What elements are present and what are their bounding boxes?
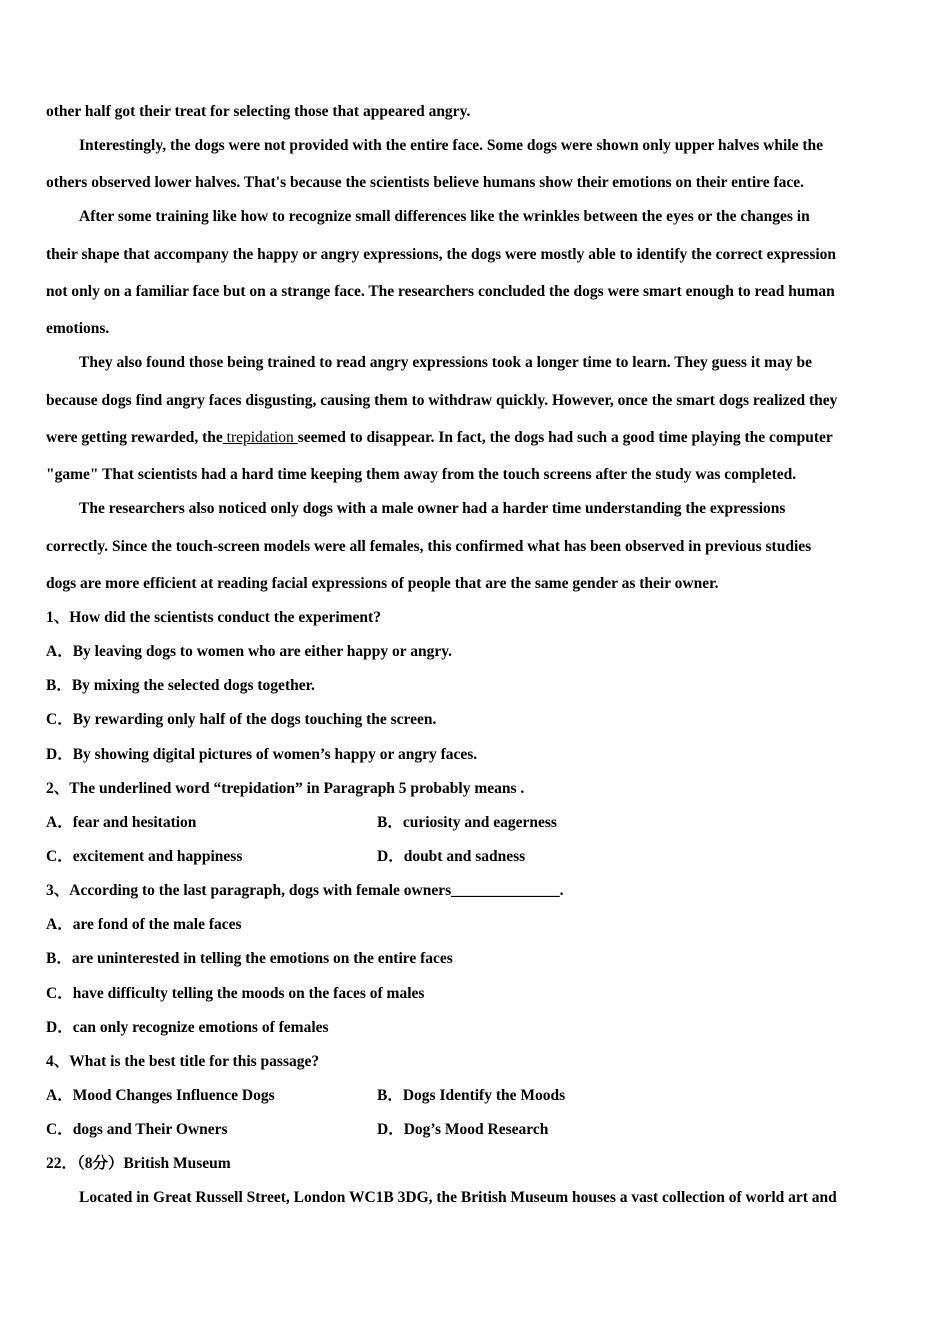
q3-option-b: B．are uninterested in telling the emotions on the entire faces	[46, 950, 453, 967]
q1-option-a: A．By leaving dogs to women who are either happy or angry.	[46, 643, 453, 660]
q4-option-c: C．dogs and Their Owners	[46, 1121, 228, 1138]
q3-option-c: C．have difficulty telling the moods on the faces of males	[46, 985, 425, 1002]
q1-option-d: D．By showing digital pictures of women’s happy or angry faces.	[46, 746, 478, 763]
passage-line: The researchers also noticed only dogs with a male owner had a harder time understanding the expressions	[79, 500, 786, 517]
q4-option-a: A．Mood Changes Influence Dogs	[46, 1087, 275, 1104]
question-3: 3、According to the last paragraph, dogs with female owners______________.	[46, 882, 564, 899]
q2-option-d: D．doubt and sadness	[377, 848, 526, 865]
q4-option-d: D．Dog’s Mood Research	[377, 1121, 549, 1138]
q1-option-c: C．By rewarding only half of the dogs touching the screen.	[46, 711, 437, 728]
passage-line	[46, 428, 833, 448]
text-run: seemed to disappear. In fact, the dogs had such a good time playing the computer	[297, 429, 833, 446]
passage-line: correctly. Since the touch-screen models were all females, this confirmed what has been observed in previous studies	[46, 538, 812, 555]
text-run: were getting rewarded, the	[46, 429, 223, 446]
passage-line: "game" That scientists had a hard time keeping them away from the touch screens after the study was completed.	[46, 466, 797, 483]
q2-option-b: B．curiosity and eagerness	[377, 814, 557, 831]
question-4: 4、What is the best title for this passage?	[46, 1053, 320, 1070]
passage-line: other half got their treat for selecting those that appeared angry.	[46, 103, 471, 120]
passage-line: Located in Great Russell Street, London WC1B 3DG, the British Museum houses a vast collection of world art and	[79, 1189, 837, 1206]
passage-line: emotions.	[46, 320, 110, 337]
passage-line: others observed lower halves. That's because the scientists believe humans show their emotions on their entire face.	[46, 174, 805, 191]
passage-line: Interestingly, the dogs were not provided with the entire face. Some dogs were shown only upper halves while the	[79, 137, 824, 154]
q3-option-d: D．can only recognize emotions of females	[46, 1019, 329, 1036]
passage-line: After some training like how to recognize small differences like the wrinkles between the eyes or the changes in	[79, 208, 810, 225]
passage-line: because dogs find angry faces disgusting, causing them to withdraw quickly. However, once the smart dogs realized they	[46, 392, 838, 409]
q2-option-c: C．excitement and happiness	[46, 848, 243, 865]
q3-option-a: A．are fond of the male faces	[46, 916, 242, 933]
q4-option-b: B．Dogs Identify the Moods	[377, 1087, 566, 1104]
underlined-word: trepidation	[222, 429, 298, 446]
q1-option-b: B．By mixing the selected dogs together.	[46, 677, 315, 694]
section-22-heading: 22．（8分）British Museum	[46, 1155, 231, 1172]
passage-line: They also found those being trained to read angry expressions took a longer time to learn. They guess it may be	[79, 354, 812, 371]
passage-line: their shape that accompany the happy or angry expressions, the dogs were mostly able to identify the correct expression	[46, 246, 837, 263]
question-2: 2、The underlined word “trepidation” in Paragraph 5 probably means .	[46, 780, 525, 797]
question-1: 1、How did the scientists conduct the experiment?	[46, 609, 381, 626]
passage-line: not only on a familiar face but on a strange face. The researchers concluded the dogs were smart enough to read human	[46, 283, 835, 300]
passage-line: dogs are more efficient at reading facial expressions of people that are the same gender as their owner.	[46, 575, 719, 592]
q2-option-a: A．fear and hesitation	[46, 814, 197, 831]
